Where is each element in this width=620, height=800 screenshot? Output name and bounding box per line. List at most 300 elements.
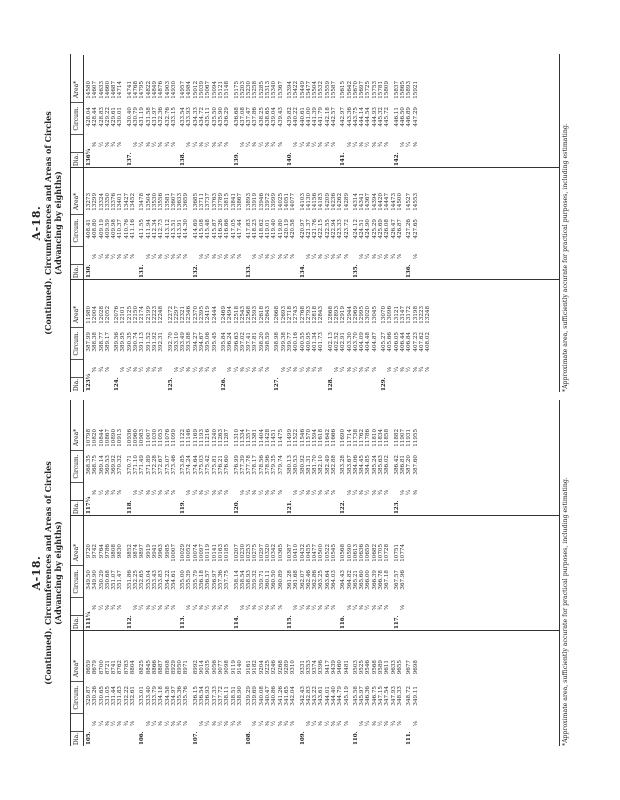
area-cell: 15039 <box>199 81 206 99</box>
area-cell: 10820 <box>92 429 99 447</box>
fraction-cell-stack <box>127 599 177 616</box>
fraction-cell: ⅞ <box>158 366 165 373</box>
area-cell: 13556 <box>158 193 165 211</box>
fraction-cell: ⅞ <box>170 141 177 148</box>
area-cell: 12995 <box>359 306 366 324</box>
fraction-cell: ⅛ <box>199 720 206 727</box>
area-cell: 14660 <box>104 81 111 99</box>
area-cell: 9941 <box>151 544 158 559</box>
fraction-cell: ⅝ <box>265 141 272 148</box>
fraction-cell: ½ <box>299 366 306 373</box>
circumference-cell: 333.40 <box>145 686 152 706</box>
fraction-cell: ⅝ <box>104 141 111 148</box>
diameter-group <box>86 55 124 167</box>
area-cell: 15121 <box>217 81 224 99</box>
fraction-cell: ¾ <box>337 253 344 260</box>
diameter-value: 133. <box>246 264 253 278</box>
fraction-cell: ⅞ <box>170 489 177 496</box>
area-cell: 9460 <box>337 660 344 675</box>
area-cell: 10844 <box>98 429 105 447</box>
area-cell: 14077 <box>290 193 297 211</box>
circumference-cell: 400.55 <box>299 332 306 352</box>
fraction-cell: ¼ <box>192 604 199 611</box>
circumference-cell: 336.15 <box>192 686 199 706</box>
area-cell: 14473 <box>390 193 397 211</box>
circumference-cell: 355.79 <box>192 570 199 590</box>
circumference-cell: 412.34 <box>151 219 158 239</box>
area-cell: 9985 <box>164 544 171 559</box>
circumference-cell: 402.13 <box>327 332 334 352</box>
circumference-cell: 406.05 <box>393 332 400 352</box>
diameter-value: 114. <box>233 615 240 629</box>
fraction-cell: ¼ <box>205 720 212 727</box>
right-footnote: *Approximate area, sufficiently accurate for practical purposes, including estimating. <box>562 123 569 392</box>
area-cell: 15532 <box>318 81 325 99</box>
fraction-cell: ⅞ <box>130 720 137 727</box>
area-cell: 11310 <box>233 429 240 447</box>
fraction-cell: ⅜ <box>104 253 111 260</box>
fraction-cell: ½ <box>365 489 372 496</box>
fraction-cell: ⅛ <box>239 489 246 496</box>
area-cell: 14741 <box>126 81 133 99</box>
fraction-cell: ⅛ <box>293 604 300 611</box>
area-cell: 13198 <box>412 306 419 324</box>
header-area: Area* <box>71 656 83 682</box>
area-cell-stack <box>353 192 403 217</box>
diameter-value: 105. <box>86 731 92 745</box>
area-cell: 8908 <box>164 660 171 675</box>
area-cell: 10163 <box>217 544 224 562</box>
fraction-cell: ⅜ <box>265 720 272 727</box>
area-cell: 10119 <box>205 544 212 562</box>
area-cell: 12469 <box>220 306 227 324</box>
area-cell: 10590 <box>346 544 353 562</box>
fraction-cell: ⅝ <box>318 604 325 611</box>
header-dia: Dia. <box>73 732 80 746</box>
fraction-cell-stack <box>328 361 378 378</box>
area-cell: 13685 <box>192 193 199 211</box>
circumference-cell: 440.61 <box>299 107 306 127</box>
fraction-cell: ⅞ <box>117 141 124 148</box>
fraction-cell: ⅞ <box>343 253 350 260</box>
circumference-cell-stack <box>406 684 419 715</box>
circumference-cell: 374.24 <box>186 455 193 475</box>
circumference-cell: 339.69 <box>252 686 259 706</box>
area-cell-stack <box>340 80 390 105</box>
area-cell: 9331 <box>299 660 306 675</box>
fraction-cell: ⅞ <box>236 253 243 260</box>
fraction-cell-stack <box>287 484 337 501</box>
circumference-cell: 391.92 <box>151 332 158 352</box>
circumference-cell: 378.96 <box>265 455 272 475</box>
circumference-cell: 430.01 <box>117 107 124 127</box>
circumference-cell: 386.81 <box>399 455 406 475</box>
fraction-cell: ¾ <box>111 141 118 148</box>
area-cell: 14262 <box>337 193 344 211</box>
fraction-cell-stack <box>139 248 189 265</box>
fraction-cell: ¾ <box>98 366 105 373</box>
area-cell: 11858 <box>384 429 391 447</box>
diameter-value: 115. <box>286 615 293 629</box>
circumference-cell: 442.97 <box>340 107 347 127</box>
fraction-cell: ⅛ <box>239 141 246 148</box>
fraction-cell: ¾ <box>111 489 118 496</box>
circumference-cell: 342.04 <box>290 686 297 706</box>
area-cell: 14957 <box>180 81 187 99</box>
left-table-title: (Continued). Circumferences and Areas of Circles <box>43 461 53 685</box>
circumference-cell: 419.80 <box>277 219 284 239</box>
circumference-cell: 427.65 <box>412 219 419 239</box>
area-cell-stack <box>127 80 177 105</box>
circumference-cell: 429.61 <box>111 107 118 127</box>
fraction-cell: ¾ <box>217 141 224 148</box>
area-cell: 10477 <box>312 544 319 562</box>
circumference-cell: 433.54 <box>180 107 187 127</box>
circumference-cell: 337.72 <box>217 686 224 706</box>
area-cell: 9417 <box>324 660 331 675</box>
area-cell: 10432 <box>299 544 306 562</box>
fraction-cell: ⅞ <box>277 604 284 611</box>
circumference-cell: 433.15 <box>170 107 177 127</box>
header-fraction <box>71 247 83 265</box>
area-cell: 9268 <box>277 660 284 675</box>
circumference-cell: 377.39 <box>239 455 246 475</box>
circumference-cell-stack <box>221 330 271 361</box>
fraction-cell: ¾ <box>164 141 171 148</box>
circumference-cell: 375.03 <box>199 455 206 475</box>
circumference-cell: 334.97 <box>170 686 177 706</box>
diameter-value: 137. <box>126 152 133 166</box>
circumference-cell: 369.14 <box>98 455 105 475</box>
circumference-cell: 386.42 <box>393 455 400 475</box>
diameter-group <box>168 280 218 392</box>
circumference-cell: 420.97 <box>299 219 306 239</box>
circumference-cell: 418.62 <box>258 219 265 239</box>
diameter-group <box>328 280 378 392</box>
area-cell: 8741 <box>111 660 118 675</box>
fraction-cell: ⅛ <box>399 489 406 496</box>
table-column <box>71 400 559 516</box>
circumference-cell: 338.51 <box>230 686 237 706</box>
fraction-cell: ⅜ <box>318 253 325 260</box>
fraction-cell: ⅝ <box>330 253 337 260</box>
circumference-cell: 369.92 <box>111 455 118 475</box>
area-cell: 14580 <box>86 81 92 99</box>
fraction-cell: ⅞ <box>183 720 190 727</box>
fraction-cell: ¼ <box>299 604 306 611</box>
circumference-cell-stack <box>114 330 164 361</box>
area-cell: 10798 <box>86 429 92 447</box>
area-cell: 9525 <box>359 660 366 675</box>
circumference-cell: 390.74 <box>133 332 140 352</box>
fraction-cell: ⅜ <box>399 366 406 373</box>
area-cell: 10613 <box>352 544 359 562</box>
area-cell: 10052 <box>186 544 193 562</box>
area-cell: 15615 <box>340 81 347 99</box>
area-cell: 15175 <box>233 81 240 99</box>
fraction-cell-stack <box>86 715 136 732</box>
fraction-cell: ½ <box>98 141 105 148</box>
circumference-cell: 398.98 <box>274 332 281 352</box>
circumference-cell-stack <box>394 453 419 484</box>
area-cell-stack <box>328 305 378 330</box>
fraction-cell: ½ <box>205 604 212 611</box>
area-cell: 12693 <box>280 306 287 324</box>
circumference-cell: 380.13 <box>286 455 293 475</box>
circumference-cell: 353.83 <box>158 570 165 590</box>
circumference-cell: 382.88 <box>330 455 337 475</box>
circumference-cell: 336.93 <box>205 686 212 706</box>
area-cell: 15258 <box>252 81 259 99</box>
circumference-cell: 368.35 <box>86 455 92 475</box>
circumference-cell-stack <box>168 330 218 361</box>
header-dia: Dia. <box>73 616 80 630</box>
area-cell: 14183 <box>318 193 325 211</box>
header-dia: Dia. <box>73 153 80 167</box>
circumference-cell: 406.84 <box>406 332 413 352</box>
circumference-cell-stack <box>287 453 337 484</box>
area-cell: 9481 <box>343 660 350 675</box>
column-header-row <box>71 55 84 167</box>
circumference-cell-stack <box>340 568 390 599</box>
area-cell-stack <box>287 428 337 453</box>
fraction-cell: ⅜ <box>305 604 312 611</box>
circumference-cell: 355.39 <box>186 570 193 590</box>
area-cell: 9077 <box>217 660 224 675</box>
circumference-cell: 418.23 <box>252 219 259 239</box>
area-cell: 9119 <box>230 660 237 675</box>
area-cell: 9852 <box>126 544 133 559</box>
fraction-cell: ½ <box>111 720 118 727</box>
circumference-cell: 384.45 <box>359 455 366 475</box>
area-cell-stack <box>353 659 403 684</box>
fraction-cell: ¼ <box>352 141 359 148</box>
area-cell: 12944 <box>346 306 353 324</box>
area-cell: 15477 <box>305 81 312 99</box>
circumference-cell: 340.86 <box>271 686 278 706</box>
fraction-cell: ¼ <box>393 366 400 373</box>
area-cell: 14289 <box>343 193 350 211</box>
area-cell: 9310 <box>290 660 297 675</box>
fraction-cell: ⅛ <box>120 366 127 373</box>
circumference-cell: 404.09 <box>359 332 366 352</box>
area-cell: 11834 <box>378 429 385 447</box>
circumference-cell: 438.25 <box>258 107 265 127</box>
area-cell: 9225 <box>265 660 272 675</box>
fraction-cell: ¼ <box>312 720 319 727</box>
area-cell: 14930 <box>170 81 177 99</box>
area-cell: 10230 <box>239 544 246 562</box>
fraction-cell: ⅞ <box>384 141 391 148</box>
fraction-cell-stack <box>193 248 243 265</box>
area-cell: 9655 <box>396 660 403 675</box>
circumference-cell: 404.48 <box>365 332 372 352</box>
circumference-cell-stack <box>340 453 390 484</box>
area-cell: 15587 <box>330 81 337 99</box>
area-cell: 15504 <box>312 81 319 99</box>
right-table-code: A-18. <box>30 205 43 241</box>
diameter-group <box>394 515 407 630</box>
fraction-cell: ¾ <box>365 366 372 373</box>
diameter-value: 124. <box>114 377 121 391</box>
fraction-cell-stack <box>234 484 284 501</box>
circumference-cell: 420.19 <box>283 219 290 239</box>
circumference-cell: 431.97 <box>151 107 158 127</box>
area-cell: 13324 <box>98 193 105 211</box>
circumference-cell: 380.92 <box>299 455 306 475</box>
fraction-cell: ⅝ <box>384 720 391 727</box>
fraction-cell: ⅜ <box>199 604 206 611</box>
circumference-cell: 398.59 <box>265 332 272 352</box>
area-cell-stack <box>340 543 390 568</box>
area-cell: 11146 <box>186 429 193 447</box>
column-header-row <box>71 280 84 392</box>
area-cell: 11381 <box>252 429 259 447</box>
left-page-header <box>30 400 63 746</box>
fraction-cell-stack <box>127 484 177 501</box>
fraction-cell: ¼ <box>258 720 265 727</box>
area-cell: 10936 <box>126 429 133 447</box>
circumference-cell: 346.36 <box>365 686 372 706</box>
area-cell: 12768 <box>299 306 306 324</box>
circumference-cell: 404.87 <box>371 332 378 352</box>
area-cell: 14420 <box>378 193 385 211</box>
fraction-cell: ⅞ <box>343 720 350 727</box>
diameter-value: 120. <box>233 500 240 514</box>
fraction-cell: ⅜ <box>265 253 272 260</box>
area-cell: 14025 <box>277 193 284 211</box>
fraction-cell: ⅝ <box>305 366 312 373</box>
area-cell: 14103 <box>299 193 306 211</box>
fraction-cell: ⅞ <box>290 720 297 727</box>
circumference-cell: 439.43 <box>277 107 284 127</box>
fraction-cell-stack <box>193 715 243 732</box>
area-cell: 9056 <box>211 660 218 675</box>
fraction-cell: ⅜ <box>412 141 419 148</box>
diameter-group <box>180 55 230 167</box>
fraction-cell: ½ <box>271 720 278 727</box>
diameter-value: 127. <box>274 377 281 391</box>
table-column <box>71 631 559 746</box>
fraction-cell: ⅞ <box>277 141 284 148</box>
circumference-cell: 403.30 <box>346 332 353 352</box>
circumference-cell: 365.21 <box>352 570 359 590</box>
area-cell: 13919 <box>252 193 259 211</box>
diameter-value: 118. <box>126 500 133 514</box>
fraction-cell-stack <box>340 484 390 501</box>
fraction-cell-stack <box>353 715 403 732</box>
area-cell: 15670 <box>352 81 359 99</box>
circumference-cell: 400.95 <box>305 332 312 352</box>
header-dia: Dia. <box>73 265 80 279</box>
circumference-cell: 359.71 <box>258 570 265 590</box>
circumference-cell: 378.17 <box>252 455 259 475</box>
diameter-group <box>86 515 124 630</box>
fraction-cell: ⅛ <box>252 720 259 727</box>
area-cell: 11882 <box>393 429 400 447</box>
circumference-cell: 354.61 <box>170 570 177 590</box>
circumference-cell: 441.00 <box>305 107 312 127</box>
area-cell: 14394 <box>371 193 378 211</box>
area-cell: 11980 <box>86 306 92 324</box>
circumference-cell: 391.52 <box>145 332 152 352</box>
fraction-cell: ⅝ <box>158 489 165 496</box>
area-cell-stack <box>274 305 324 330</box>
circumference-cell: 344.40 <box>330 686 337 706</box>
fraction-cell: ½ <box>98 489 105 496</box>
area-cell: 13452 <box>130 193 137 211</box>
fraction-cell: ⅜ <box>92 141 99 148</box>
diameter-group <box>300 631 350 746</box>
area-cell: 15449 <box>299 81 306 99</box>
fraction-cell: ¼ <box>180 366 187 373</box>
diameter-value: 122. <box>340 500 347 514</box>
circumference-cell-stack <box>180 453 230 484</box>
circumference-cell: 367.96 <box>399 570 406 590</box>
circumference-cell-stack <box>300 217 350 248</box>
area-cell: 15367 <box>277 81 284 99</box>
area-cell: 14849 <box>151 81 158 99</box>
fraction-cell-stack <box>86 484 124 501</box>
circumference-cell: 421.37 <box>305 219 312 239</box>
circumference-cell: 394.67 <box>199 332 206 352</box>
area-cell: 15340 <box>271 81 278 99</box>
area-cell: 13478 <box>139 193 146 211</box>
circumference-cell: 358.54 <box>239 570 246 590</box>
fraction-cell: ⅜ <box>145 489 152 496</box>
area-cell: 11594 <box>312 429 319 447</box>
header-circumference: Circum. <box>71 215 83 247</box>
circumference-cell: 424.51 <box>359 219 366 239</box>
area-cell: 10751 <box>393 544 400 562</box>
fraction-cell: ⅛ <box>145 720 152 727</box>
circumference-cell: 342.43 <box>299 686 306 706</box>
circumference-cell: 426.47 <box>390 219 397 239</box>
area-cell: 11714 <box>346 429 353 447</box>
fraction-cell: ½ <box>217 720 224 727</box>
circumference-cell: 415.48 <box>205 219 212 239</box>
circumference-cell-stack <box>340 105 390 136</box>
right-data-table <box>70 54 560 392</box>
area-cell: 13711 <box>199 193 206 211</box>
diameter-value: 110. <box>352 731 359 745</box>
area-cell: 14447 <box>384 193 391 211</box>
diameter-group <box>127 55 177 167</box>
area-cell: 12101 <box>120 306 127 324</box>
area-cell: 12518 <box>233 306 240 324</box>
area-cell: 14130 <box>305 193 312 211</box>
area-cell: 12174 <box>139 306 146 324</box>
area-cell: 14209 <box>324 193 331 211</box>
fraction-cell: ⅜ <box>104 720 111 727</box>
fraction-cell: ¾ <box>337 720 344 727</box>
fraction-cell: ⅛ <box>412 253 419 260</box>
circumference-cell: 408.41 <box>86 219 92 239</box>
area-cell: 9353 <box>305 660 312 675</box>
fraction-cell: ⅛ <box>305 720 312 727</box>
area-cell: 13581 <box>164 193 171 211</box>
fraction-cell-stack <box>353 248 403 265</box>
circumference-cell: 384.06 <box>352 455 359 475</box>
circumference-cell-stack <box>246 217 296 248</box>
circumference-cell: 422.15 <box>318 219 325 239</box>
circumference-cell-stack <box>127 105 177 136</box>
circumference-cell: 405.27 <box>381 332 388 352</box>
diameter-value: 141. <box>340 152 347 166</box>
area-cell: 8845 <box>145 660 152 675</box>
circumference-cell: 358.93 <box>246 570 253 590</box>
area-cell: 10365 <box>277 544 284 562</box>
